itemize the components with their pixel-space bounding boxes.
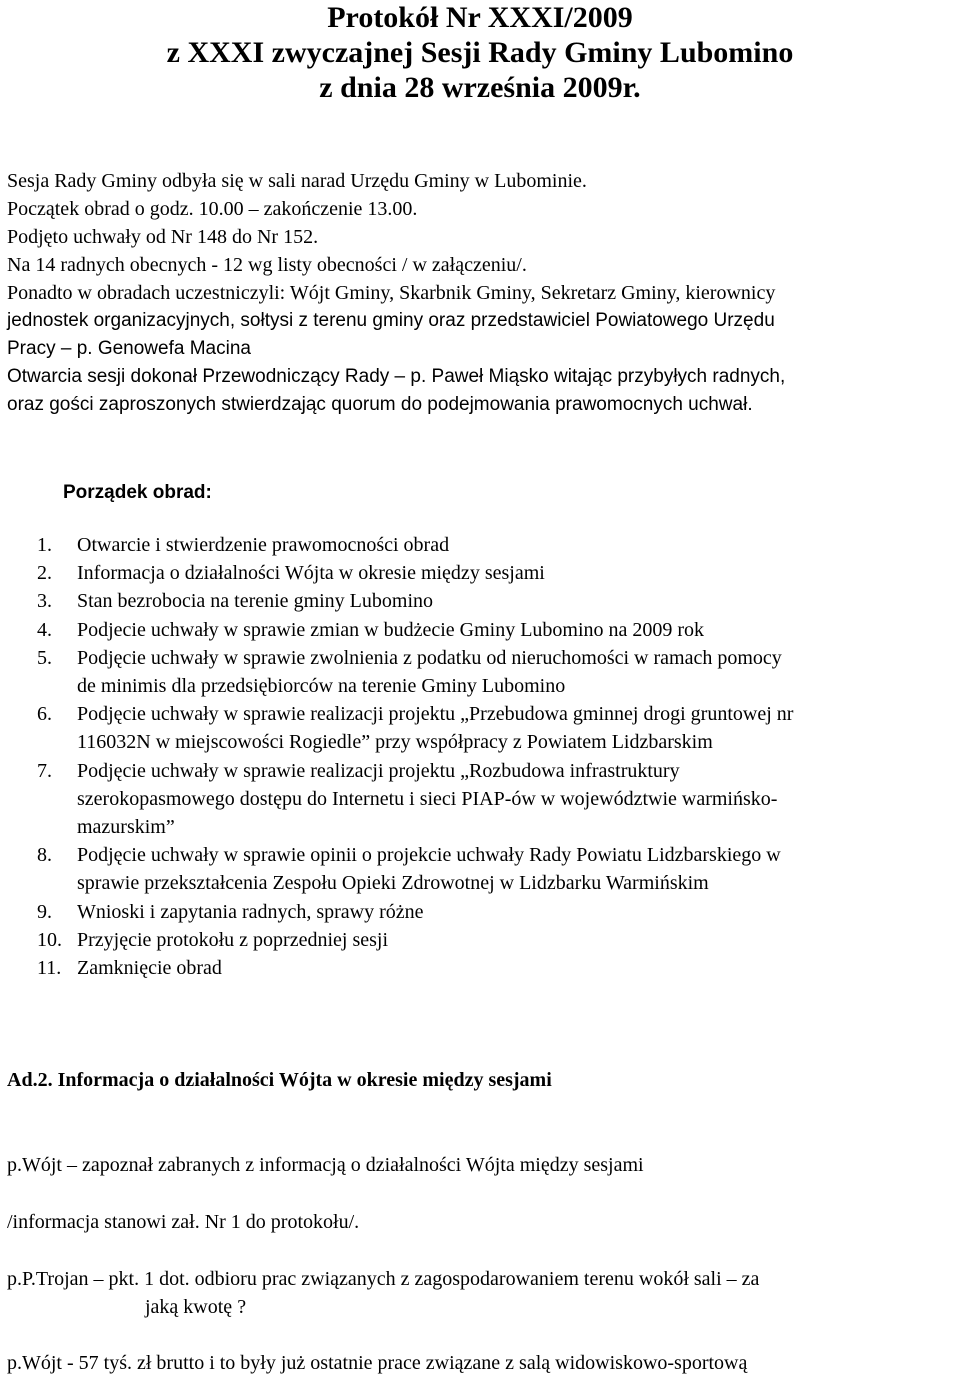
agenda-item-text: Przyjęcie protokołu z poprzedniej sesji [77,928,389,951]
intro-line: jednostek organizacyjnych, sołtysi z terenu gminy oraz przedstawiciel Powiatowego Urzędu [7,310,775,331]
agenda-item-number: 4. [37,618,52,641]
agenda-item-text: Podjęcie uchwały w sprawie opinii o projekcie uchwały Rady Powiatu Lidzbarskiego w [77,844,781,867]
intro-line: Otwarcia sesji dokonał Przewodniczący Rady – p. Paweł Miąsko witając przybyłych radnych, [7,366,786,387]
agenda-item-text: Wnioski i zapytania radnych, sprawy różne [77,900,424,923]
agenda-item-text: sprawie przekształcenia Zespołu Opieki Zdrowotnej w Lidzbarku Warmińskim [77,872,709,895]
document-title-line-2: z XXXI zwyczajnej Sesji Rady Gminy Lubomino [166,36,794,69]
attachment-note: /informacja stanowi zał. Nr 1 do protokołu/. [7,1211,360,1233]
agenda-item-number: 2. [37,562,52,585]
agenda-item-text: Otwarcie i stwierdzenie prawomocności obrad [77,534,450,556]
agenda-item-number: 8. [37,844,52,867]
agenda-item-number: 5. [37,646,52,669]
answer-wojt: p.Wójt - 57 tyś. zł brutto i to były już ostatnie prace związane z salą widowiskowo-sportową [7,1352,748,1374]
section-heading: Ad.2. Informacja o działalności Wójta w okresie między sesjami [7,1069,552,1091]
agenda-item-number: 1. [37,534,52,556]
intro-line: Podjęto uchwały od Nr 148 do Nr 152. [7,226,319,248]
agenda-item-number: 10. [37,928,62,951]
agenda-item-text: szerokopasmowego dostępu do Internetu i sieci PIAP-ów w województwie warmińsko- [77,787,778,810]
agenda-item-text: Zamknięcie obrad [77,957,222,979]
question-trojan: p.P.Trojan – pkt. 1 dot. odbioru prac związanych z zagospodarowaniem terenu wokół sali – za [7,1268,760,1290]
intro-line: Początek obrad o godz. 10.00 – zakończenie 13.00. [7,198,418,220]
intro-line: oraz gości zaproszonych stwierdzając quorum do podejmowania prawomocnych uchwał. [7,394,753,415]
question-trojan-continued: jaką kwotę ? [145,1296,247,1318]
intro-line: Ponadto w obradach uczestniczyli: Wójt Gminy, Skarbnik Gminy, Sekretarz Gminy, kierownicy [7,282,776,304]
intro-line: Sesja Rady Gminy odbyła się w sali narad Urzędu Gminy w Lubominie. [7,170,587,192]
agenda-item-text: Podjęcie uchwały w sprawie realizacji projektu „Rozbudowa infrastruktury [77,759,680,782]
agenda-item-text: Podjecie uchwały w sprawie zmian w budżecie Gminy Lubomino na 2009 rok [77,618,705,641]
agenda-item-text: 116032N w miejscowości Rogiedle” przy współpracy z Powiatem Lidzbarskim [77,731,713,754]
agenda-item-number: 6. [37,703,52,726]
agenda-item-number: 11. [37,957,62,979]
agenda-item-text: Informacja o działalności Wójta w okresie między sesjami [77,562,545,585]
agenda-heading: Porządek obrad: [63,482,212,503]
intro-line: Pracy – p. Genowefa Macina [7,338,251,359]
agenda-item-text: Stan bezrobocia na terenie gminy Lubomino [77,590,434,613]
agenda-item-number: 7. [37,759,52,782]
agenda-item-number: 3. [37,590,52,613]
intro-line: Na 14 radnych obecnych - 12 wg listy obecności / w załączeniu/. [7,254,527,276]
agenda-item-text: Podjęcie uchwały w sprawie zwolnienia z podatku od nieruchomości w ramach pomocy [77,646,782,669]
statement-wojt: p.Wójt – zapoznał zabranych z informacją o działalności Wójta między sesjami [7,1154,644,1176]
agenda-item-text: de minimis dla przedsiębiorców na terenie Gminy Lubomino [77,675,566,697]
document-title-line-1: Protokół Nr XXXI/2009 [327,1,633,34]
document-title-line-3: z dnia 28 września 2009r. [319,71,641,104]
agenda-item-number: 9. [37,900,52,923]
agenda-item-text: mazurskim” [77,816,175,838]
agenda-item-text: Podjęcie uchwały w sprawie realizacji projektu „Przebudowa gminnej drogi gruntowej nr [77,703,794,726]
